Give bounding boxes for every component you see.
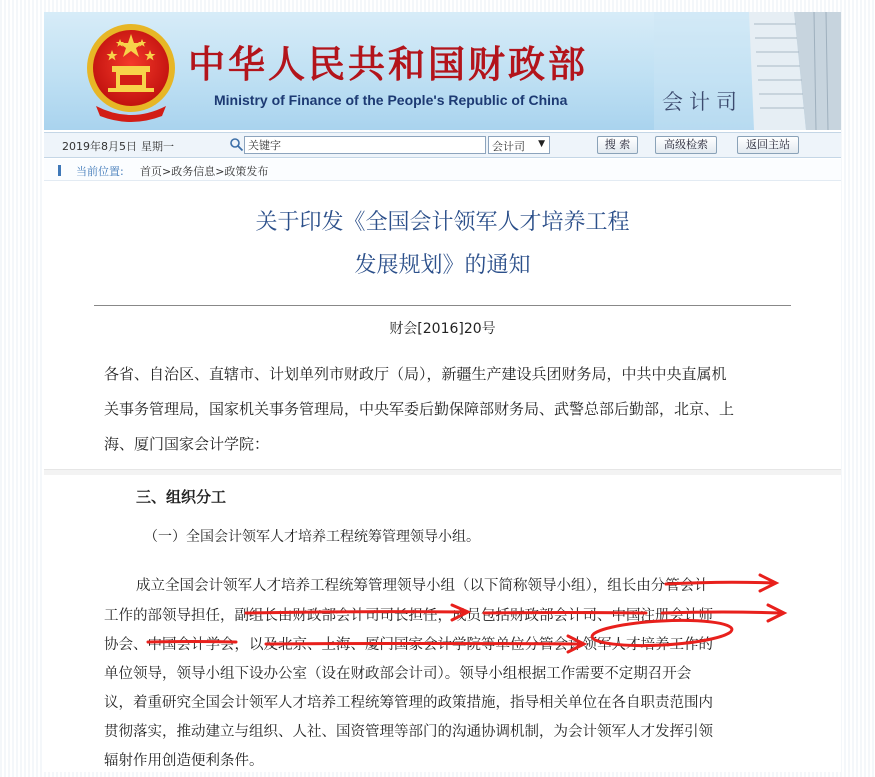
breadcrumb-label: 当前位置: [76,165,124,178]
body-line: 辐射作用创造便利条件。 [104,753,264,769]
address-line: 各省、自治区、直辖市、计划单列市财政厅（局），新疆生产建设兵团财务局，中共中央直属机 [104,365,727,383]
body-line: 协会、中国会计学会，以及北京、上海、厦门国家会计学院等单位分管会计领军人才培养工作的 [104,637,713,653]
search-icon [229,137,244,152]
search-scope-value: 会计司 [492,140,525,153]
article-title-line-2: 发展规划》的通知 [354,253,531,278]
web-page [44,12,841,772]
site-title-en: Ministry of Finance of the People's Republic of China [214,92,568,108]
toolbar [44,132,841,158]
current-date: 2019年8月5日 [62,140,137,153]
screenshot-cut-divider [44,469,841,475]
body-line: 成立全国会计领军人才培养工程统筹管理领导小组（以下简称领导小组），组长由分管会计 [136,578,709,594]
body-line: 议，着重研究全国会计领军人才培养工程统筹管理的政策措施，指导相关单位在各自职责范围内 [104,695,713,711]
section-title: 三、组织分工 [136,488,227,506]
body-line: 单位领导，领导小组下设办公室（设在财政部会计司）。领导小组根据工作需要不定期召开会 [104,666,692,682]
body-line: 工作的部领导担任，副组长由财政部会计司司长担任，成员包括财政部会计司、中国注册会计师 [104,608,713,624]
breadcrumb-marker-icon [58,165,61,176]
site-banner [44,12,841,130]
arrow-head-icon [760,575,776,591]
advanced-search-button[interactable]: 高级检索 [655,136,717,154]
dropdown-arrow-icon: ▼ [538,139,545,149]
article-title-line-1: 关于印发《全国会计领军人才培养工程 [255,210,630,235]
breadcrumb-path[interactable]: 首页>政务信息>政策发布 [140,165,269,178]
document-number: 财会[2016]20号 [389,321,496,337]
arrow-head-icon [768,605,784,621]
national-emblem-icon [82,20,180,122]
return-home-button[interactable]: 返回主站 [737,136,799,154]
search-scope-select[interactable] [488,136,550,154]
search-button[interactable]: 搜 索 [597,136,638,154]
subsection-title: （一）全国会计领军人才培养工程统筹管理领导小组。 [144,529,480,545]
address-line: 海、厦门国家会计学院： [104,435,270,453]
address-line: 关事务管理局，国家机关事务管理局，中央军委后勤保障部财务局、武警总部后勤部，北京、上 [104,400,735,418]
current-weekday: 星期一 [141,140,174,153]
site-title-cn: 中华人民共和国财政部 [188,43,588,86]
breadcrumb [44,159,841,181]
title-divider [94,305,791,306]
department-name: 会计司 [662,90,743,114]
search-input[interactable] [244,136,486,154]
body-line: 贯彻落实，推动建立与组织、人社、国资管理等部门的沟通协调机制，为会计领军人才发挥引领 [104,724,713,740]
